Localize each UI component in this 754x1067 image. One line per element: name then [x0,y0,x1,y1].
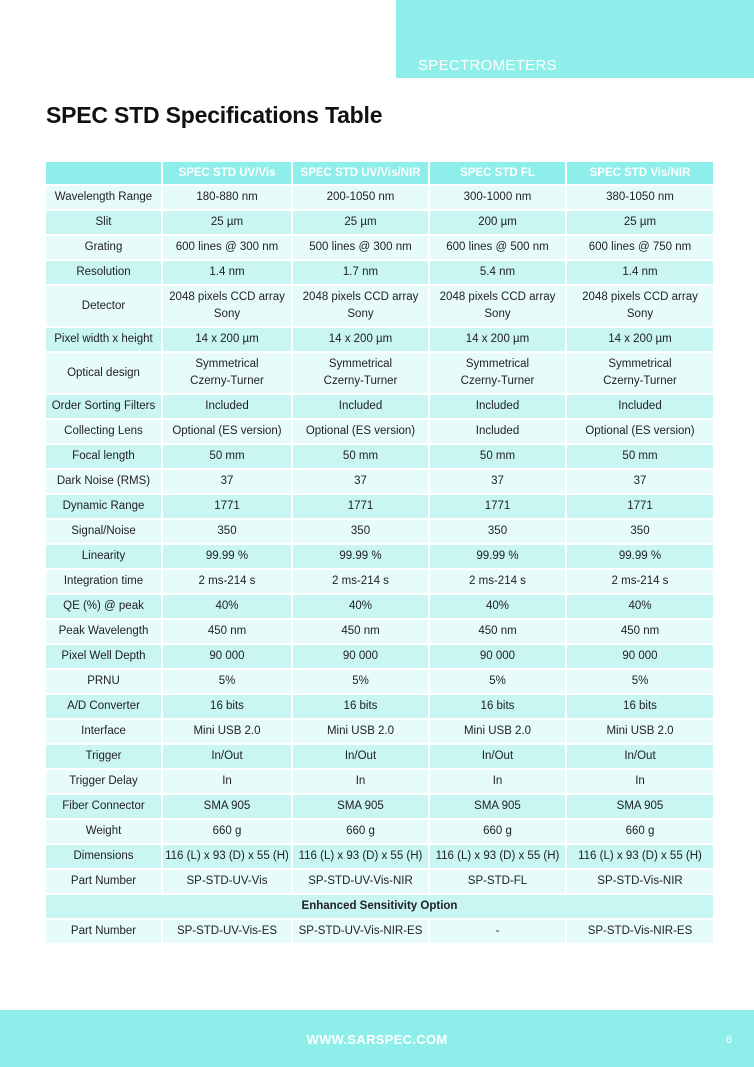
table-cell: 90 000 [430,645,565,668]
row-label: QE (%) @ peak [46,595,161,618]
table-cell: Symmetrical Czerny-Turner [430,353,565,393]
table-cell: 40% [293,595,428,618]
row-label: Collecting Lens [46,420,161,443]
table-cell: SMA 905 [293,795,428,818]
table-cell: 450 nm [430,620,565,643]
table-cell: 14 x 200 µm [293,328,428,351]
table-cell: In [163,770,291,793]
table-row [46,186,713,209]
table-cell: 2 ms-214 s [293,570,428,593]
table-cell: 90 000 [163,645,291,668]
header-cell-uv-vis: SPEC STD UV/Vis [163,162,291,184]
table-cell: 600 lines @ 300 nm [163,236,291,259]
table-cell: 350 [293,520,428,543]
table-cell: 50 mm [293,445,428,468]
row-label: Fiber Connector [46,795,161,818]
table-row [46,236,713,259]
table-row [46,545,713,568]
table-cell: 450 nm [163,620,291,643]
table-row [46,770,713,793]
table-cell: 200-1050 nm [293,186,428,209]
table-cell: 5.4 nm [430,261,565,284]
row-label: Slit [46,211,161,234]
table-cell: 50 mm [163,445,291,468]
row-label: Linearity [46,545,161,568]
table-cell: Mini USB 2.0 [293,720,428,743]
table-row [46,745,713,768]
table-cell: 99.99 % [163,545,291,568]
table-cell: Included [430,395,565,418]
table-cell: 2048 pixels CCD array Sony [567,286,713,326]
header-band [396,0,754,78]
table-cell: 1.4 nm [567,261,713,284]
table-cell: 40% [567,595,713,618]
table-cell: In [293,770,428,793]
table-cell: 50 mm [567,445,713,468]
section-title: SPECTROMETERS [418,57,557,74]
table-cell: 660 g [430,820,565,843]
row-label: Part Number [46,920,161,943]
table-cell: 99.99 % [430,545,565,568]
row-label: Order Sorting Filters [46,395,161,418]
header-divider [396,78,754,80]
table-cell: SP-STD-Vis-NIR-ES [567,920,713,943]
table-row [46,695,713,718]
table-cell: 116 (L) x 93 (D) x 55 (H) [163,845,291,868]
option-part-number-row [46,920,713,943]
table-cell: 380-1050 nm [567,186,713,209]
table-cell: 14 x 200 µm [163,328,291,351]
row-label: Trigger Delay [46,770,161,793]
table-row [46,261,713,284]
table-row [46,286,713,326]
website-link[interactable]: WWW.SARSPEC.COM [306,1032,448,1047]
table-cell: 90 000 [293,645,428,668]
table-cell: 116 (L) x 93 (D) x 55 (H) [567,845,713,868]
table-row [46,353,713,393]
table-row [46,211,713,234]
row-label: Trigger [46,745,161,768]
table-cell: SP-STD-UV-Vis-NIR [293,870,428,893]
row-label: Focal length [46,445,161,468]
table-cell: 16 bits [567,695,713,718]
table-cell: 660 g [567,820,713,843]
table-cell: 1771 [293,495,428,518]
table-cell: 16 bits [163,695,291,718]
table-row [46,470,713,493]
table-cell: 2048 pixels CCD array Sony [163,286,291,326]
table-cell: SP-STD-UV-Vis-NIR-ES [293,920,428,943]
table-cell: 116 (L) x 93 (D) x 55 (H) [293,845,428,868]
table-cell: 25 µm [293,211,428,234]
table-cell: 5% [430,670,565,693]
table-row [46,670,713,693]
table-cell: Mini USB 2.0 [430,720,565,743]
table-cell: In [430,770,565,793]
table-cell: 2048 pixels CCD array Sony [293,286,428,326]
table-cell: 450 nm [567,620,713,643]
footer [0,1010,754,1067]
table-cell: 25 µm [567,211,713,234]
table-cell: 2048 pixels CCD array Sony [430,286,565,326]
table-row [46,795,713,818]
table-cell: 200 µm [430,211,565,234]
table-row [46,395,713,418]
table-cell: SP-STD-Vis-NIR [567,870,713,893]
table-cell: 2 ms-214 s [567,570,713,593]
table-cell: 350 [567,520,713,543]
table-row [46,328,713,351]
row-label: Detector [46,286,161,326]
table-cell: 350 [163,520,291,543]
table-cell: 600 lines @ 500 nm [430,236,565,259]
table-row [46,845,713,868]
table-row [46,570,713,593]
table-cell: In/Out [293,745,428,768]
row-label: Resolution [46,261,161,284]
row-label: Grating [46,236,161,259]
table-cell: Symmetrical Czerny-Turner [163,353,291,393]
table-cell: Included [163,395,291,418]
header-cell-uv-vis-nir: SPEC STD UV/Vis/NIR [293,162,428,184]
table-row [46,520,713,543]
table-cell: 300-1000 nm [430,186,565,209]
table-cell: 1771 [567,495,713,518]
row-label: Dynamic Range [46,495,161,518]
option-title-row [46,895,713,918]
row-label: Optical design [46,353,161,393]
option-title: Enhanced Sensitivity Option [46,895,713,918]
header-cell-blank [46,162,161,184]
table-cell: 25 µm [163,211,291,234]
header-cell-vis-nir: SPEC STD Vis/NIR [567,162,713,184]
table-row [46,620,713,643]
page-number: 6 [725,1034,732,1046]
table-cell: 16 bits [430,695,565,718]
table-cell: 350 [430,520,565,543]
table-body [46,186,713,943]
table-cell: 50 mm [430,445,565,468]
table-cell: Optional (ES version) [293,420,428,443]
table-row [46,445,713,468]
table-cell: 2 ms-214 s [430,570,565,593]
table-cell: In [567,770,713,793]
table-cell: - [430,920,565,943]
table-cell: SP-STD-FL [430,870,565,893]
table-row [46,645,713,668]
table-cell: 14 x 200 µm [430,328,565,351]
table-cell: 37 [163,470,291,493]
table-cell: 600 lines @ 750 nm [567,236,713,259]
table-cell: Mini USB 2.0 [163,720,291,743]
table-cell: 5% [163,670,291,693]
table-cell: 500 lines @ 300 nm [293,236,428,259]
table-cell: 90 000 [567,645,713,668]
table-cell: SMA 905 [567,795,713,818]
row-label: A/D Converter [46,695,161,718]
table-cell: 1.7 nm [293,261,428,284]
table-cell: In/Out [163,745,291,768]
table-cell: 5% [567,670,713,693]
table-cell: In/Out [430,745,565,768]
table-cell: 37 [293,470,428,493]
row-label: Pixel width x height [46,328,161,351]
table-cell: 16 bits [293,695,428,718]
row-label: PRNU [46,670,161,693]
table-cell: 116 (L) x 93 (D) x 55 (H) [430,845,565,868]
header-cell-fl: SPEC STD FL [430,162,565,184]
table-cell: Symmetrical Czerny-Turner [293,353,428,393]
table-cell: Included [430,420,565,443]
row-label: Part Number [46,870,161,893]
row-label: Signal/Noise [46,520,161,543]
table-cell: Symmetrical Czerny-Turner [567,353,713,393]
row-label: Pixel Well Depth [46,645,161,668]
specifications-table [44,160,715,945]
table-cell: 14 x 200 µm [567,328,713,351]
table-cell: SP-STD-UV-Vis [163,870,291,893]
table-header-row [46,162,713,184]
page-title: SPEC STD Specifications Table [46,102,383,128]
table-cell: Optional (ES version) [163,420,291,443]
table-cell: 660 g [163,820,291,843]
table-row [46,495,713,518]
row-label: Peak Wavelength [46,620,161,643]
table-cell: 37 [567,470,713,493]
table-cell: In/Out [567,745,713,768]
table-cell: 450 nm [293,620,428,643]
table-cell: Included [293,395,428,418]
table-cell: 37 [430,470,565,493]
table-cell: 1.4 nm [163,261,291,284]
row-label: Weight [46,820,161,843]
table-row [46,820,713,843]
table-row [46,720,713,743]
row-label: Dark Noise (RMS) [46,470,161,493]
table-row [46,870,713,893]
row-label: Dimensions [46,845,161,868]
table-row [46,595,713,618]
table-cell: Mini USB 2.0 [567,720,713,743]
table-cell: SMA 905 [430,795,565,818]
table-cell: SP-STD-UV-Vis-ES [163,920,291,943]
table-row [46,420,713,443]
table-cell: SMA 905 [163,795,291,818]
table-cell: 99.99 % [567,545,713,568]
table-cell: Optional (ES version) [567,420,713,443]
table-cell: 99.99 % [293,545,428,568]
table-cell: 660 g [293,820,428,843]
table-cell: 2 ms-214 s [163,570,291,593]
table-cell: 1771 [163,495,291,518]
table-cell: 180-880 nm [163,186,291,209]
table-cell: Included [567,395,713,418]
table-cell: 40% [430,595,565,618]
row-label: Integration time [46,570,161,593]
table-cell: 5% [293,670,428,693]
table-cell: 40% [163,595,291,618]
row-label: Interface [46,720,161,743]
table-cell: 1771 [430,495,565,518]
row-label: Wavelength Range [46,186,161,209]
